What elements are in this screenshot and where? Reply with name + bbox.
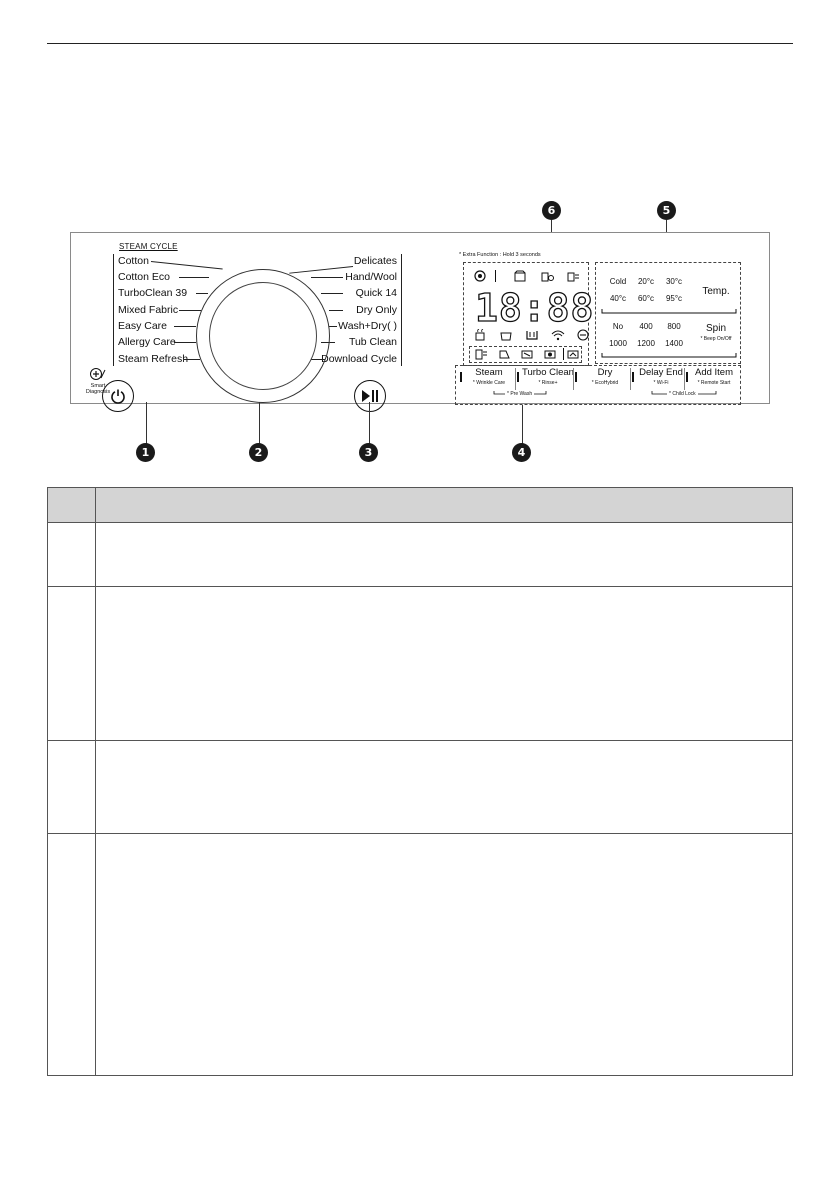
- table-cell-description: [96, 741, 793, 834]
- table-cell-description: [96, 523, 793, 587]
- detergent-icon: [525, 329, 539, 341]
- temp-95[interactable]: 95°c: [665, 294, 683, 303]
- table-row: [48, 741, 793, 834]
- smart-diagnosis: [85, 367, 111, 395]
- spin-bracket: [601, 352, 737, 358]
- program-leader-line: [174, 342, 196, 343]
- program-allergy-care[interactable]: Allergy Care: [118, 336, 176, 348]
- program-leader-line: [196, 293, 208, 294]
- spin-no[interactable]: No: [612, 322, 624, 331]
- turbo-clean-button[interactable]: Turbo Clean: [522, 367, 574, 378]
- program-wash-dry[interactable]: Wash+Dry( ): [338, 320, 397, 332]
- button-divider: [515, 368, 516, 390]
- wifi-note: * Wi-Fi: [653, 380, 669, 386]
- start-pause-button[interactable]: [354, 380, 386, 412]
- table-cell-description: [96, 587, 793, 741]
- dry-button-indicator: [575, 372, 577, 382]
- table-cell-description: [96, 834, 793, 1076]
- remote-start-note: * Remote Start: [697, 380, 731, 386]
- left-program-bracket: [113, 254, 114, 366]
- program-leader-line: [184, 359, 200, 360]
- spin-1200[interactable]: 1200: [637, 339, 655, 348]
- callout-3-line: [369, 402, 370, 444]
- steam-cycle-header: STEAM CYCLE: [119, 242, 178, 251]
- program-leader-line: [329, 310, 343, 311]
- control-panel: [70, 232, 770, 404]
- table-header-row: [48, 488, 793, 523]
- turbo-clean-button-indicator: [517, 372, 519, 382]
- spin-800[interactable]: 800: [667, 322, 681, 331]
- temp-bracket: [601, 308, 737, 314]
- table-cell-number: [48, 834, 96, 1076]
- pre-wash-note: * Pre Wash: [507, 391, 533, 397]
- mix-indicator-icon: [520, 348, 534, 360]
- extra-function-note: * Extra Function : Hold 3 seconds: [459, 252, 541, 258]
- callout-2: 2: [249, 443, 268, 462]
- description-table: [47, 487, 793, 1076]
- delay-end-button[interactable]: Delay End: [639, 367, 683, 378]
- callout-4: 4: [512, 443, 531, 462]
- program-leader-line: [311, 277, 343, 278]
- table-header-description: [96, 488, 793, 523]
- program-cotton-eco[interactable]: Cotton Eco: [118, 271, 170, 283]
- refresh-indicator-icon: [566, 348, 580, 360]
- callout-6: 6: [542, 201, 561, 220]
- program-leader-line: [179, 277, 209, 278]
- table-row: [48, 834, 793, 1076]
- temp-button[interactable]: Temp.: [702, 286, 730, 297]
- program-steam-refresh[interactable]: Steam Refresh: [118, 353, 189, 365]
- button-divider: [573, 368, 574, 390]
- table-row: [48, 523, 793, 587]
- program-cotton[interactable]: Cotton: [118, 255, 149, 267]
- tub-icon: [499, 329, 513, 341]
- callout-5: 5: [657, 201, 676, 220]
- prewash-icon: [473, 270, 487, 282]
- program-easy-care[interactable]: Easy Care: [118, 320, 168, 332]
- beep-onoff-note: * Beep On/Off: [700, 336, 732, 342]
- program-leader-line: [289, 266, 353, 274]
- play-pause-icon: [361, 389, 379, 403]
- smart-diagnosis-icon: [89, 367, 107, 381]
- spin-1000[interactable]: 1000: [609, 339, 627, 348]
- icon-divider: [563, 348, 564, 360]
- steam-button-indicator: [460, 372, 462, 382]
- callout-4-line: [522, 405, 523, 444]
- wash-icon: [513, 270, 527, 282]
- spin-button[interactable]: Spin: [705, 323, 726, 334]
- table-header-number: [48, 488, 96, 523]
- program-dial-knob: [209, 282, 317, 390]
- ecohybrid-note: * EcoHybrid: [591, 380, 619, 386]
- child-lock-note: * Child Lock: [669, 391, 696, 397]
- table-cell-number: [48, 523, 96, 587]
- button-divider: [684, 368, 685, 390]
- temp-20[interactable]: 20°c: [637, 277, 655, 286]
- add-item-button[interactable]: Add Item: [694, 367, 734, 378]
- wifi-icon: [551, 329, 565, 341]
- program-leader-line: [174, 326, 196, 327]
- iron-indicator-icon: [497, 348, 511, 360]
- program-mixed-fabric[interactable]: Mixed Fabric: [118, 304, 179, 316]
- program-quick-14[interactable]: Quick 14: [355, 287, 397, 299]
- temp-40[interactable]: 40°c: [609, 294, 627, 303]
- spin-400[interactable]: 400: [639, 322, 653, 331]
- program-turboclean-39[interactable]: TurboClean 39: [118, 287, 188, 299]
- icon-divider: [495, 270, 496, 282]
- smart-diagnosis-label: Smart Diagnosis: [85, 383, 111, 395]
- rinse-icon: [540, 270, 554, 282]
- program-dial[interactable]: [196, 269, 330, 403]
- table-row: [48, 587, 793, 741]
- table-cell-number: [48, 741, 96, 834]
- top-rule: [47, 43, 793, 44]
- program-delicates[interactable]: Delicates: [353, 255, 397, 267]
- table-cell-number: [48, 587, 96, 741]
- dry-button[interactable]: Dry: [597, 367, 613, 378]
- spin-1400[interactable]: 1400: [665, 339, 683, 348]
- callout-1: 1: [136, 443, 155, 462]
- program-leader-line: [151, 261, 223, 270]
- program-tub-clean[interactable]: Tub Clean: [348, 336, 397, 348]
- steam-icon: [473, 329, 487, 341]
- program-download-cycle[interactable]: Download Cycle: [321, 353, 397, 365]
- wrinkle-care-note: * Wrinkle Care: [472, 380, 506, 386]
- cotton-indicator-icon: [474, 348, 488, 360]
- program-leader-line: [321, 293, 343, 294]
- program-dry-only[interactable]: Dry Only: [356, 304, 397, 316]
- spin-icon: [566, 270, 580, 282]
- callout-2-line: [259, 402, 260, 444]
- temp-60[interactable]: 60°c: [637, 294, 655, 303]
- button-divider: [630, 368, 631, 390]
- program-leader-line: [179, 310, 201, 311]
- care-indicator-icon: [543, 348, 557, 360]
- steam-button[interactable]: Steam: [475, 367, 503, 378]
- rinse-plus-note: * Rinse+: [538, 380, 558, 386]
- callout-1-line: [146, 402, 147, 444]
- callout-3: 3: [359, 443, 378, 462]
- time-display: 18:88: [475, 286, 595, 330]
- program-hand-wool[interactable]: Hand/Wool: [345, 271, 397, 283]
- lock-icon: [576, 329, 590, 341]
- temp-cold[interactable]: Cold: [609, 277, 627, 286]
- temp-30[interactable]: 30°c: [665, 277, 683, 286]
- right-program-bracket: [401, 254, 402, 366]
- program-leader-line: [329, 326, 337, 327]
- power-icon: [110, 388, 126, 404]
